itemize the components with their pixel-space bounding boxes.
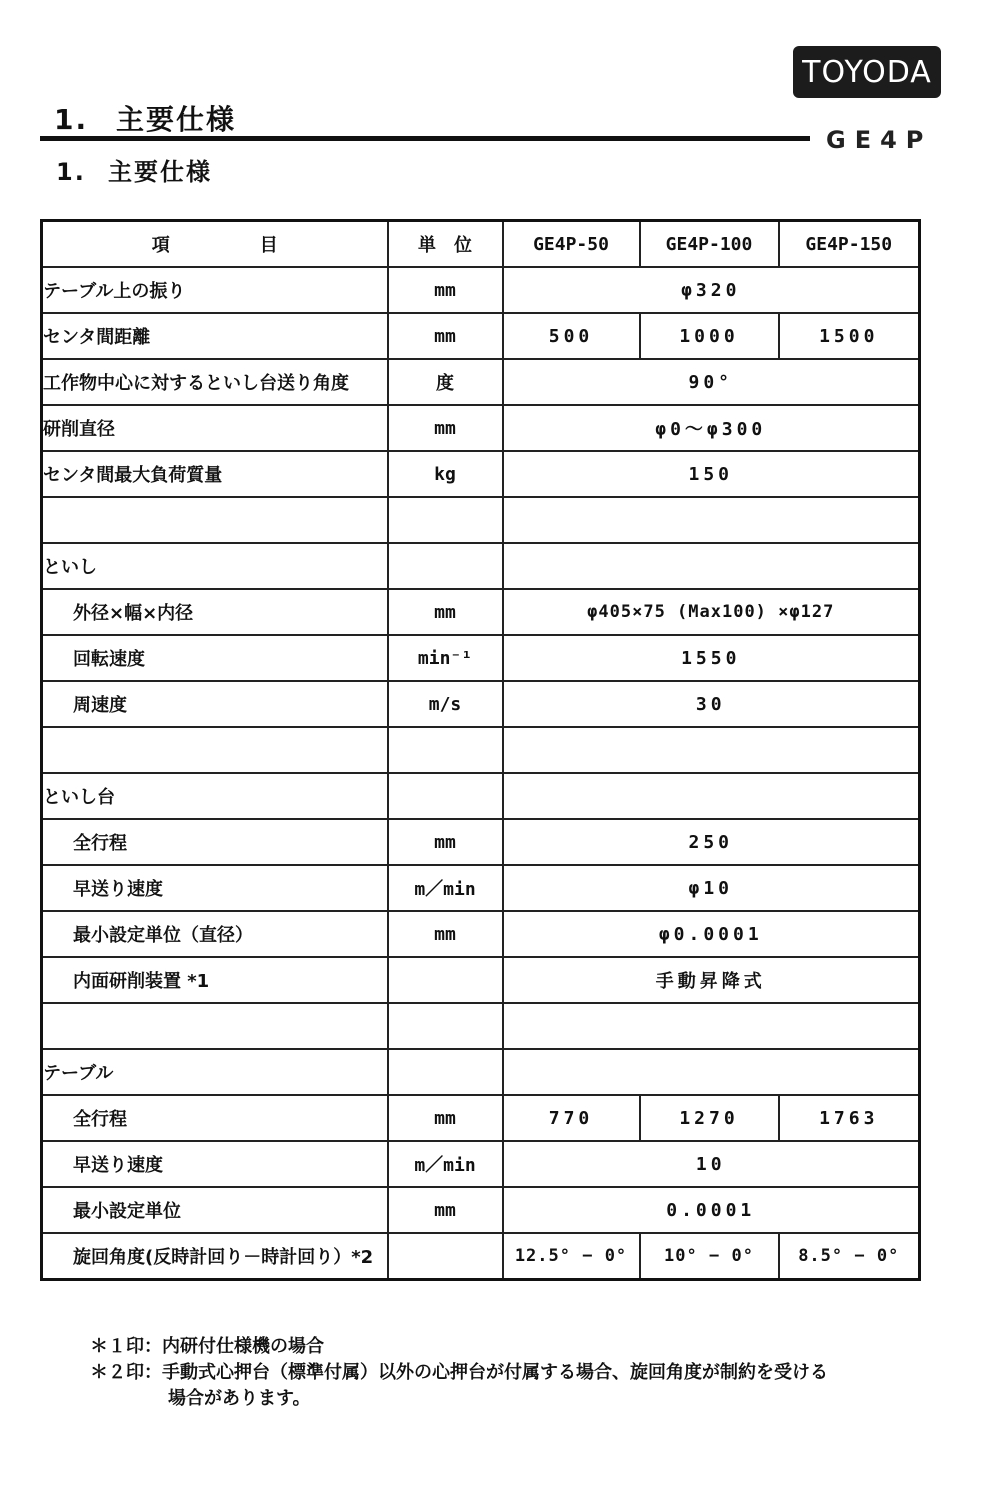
spec-unit-cell <box>388 727 503 773</box>
spec-unit-cell: mm <box>388 1187 503 1233</box>
spec-unit-cell: mm <box>388 405 503 451</box>
subsection-heading <box>56 152 212 187</box>
spec-item-cell: センタ間距離 <box>42 313 388 359</box>
table-row <box>42 589 920 635</box>
spec-unit-cell: mm <box>388 819 503 865</box>
spec-unit-cell: mm <box>388 911 503 957</box>
spec-item-cell: 早送り速度 <box>42 865 388 911</box>
table-row <box>42 635 920 681</box>
spec-value-cell: φ405×75 (Max100) ×φ127 <box>503 589 920 635</box>
spec-item-cell: 旋回角度(反時計回り－時計回り）*2 <box>42 1233 388 1280</box>
table-row <box>42 267 920 313</box>
spec-item-cell: 全行程 <box>42 819 388 865</box>
spec-unit-cell <box>388 1003 503 1049</box>
table-row <box>42 727 920 773</box>
table-row <box>42 1187 920 1233</box>
spec-item-cell <box>42 1003 388 1049</box>
footnote-2: ＊２印：手動式心押台（標準付属）以外の心押台が付属する場合、旋回角度が制約を受ける <box>90 1362 828 1383</box>
table-row <box>42 451 920 497</box>
table-row <box>42 1049 920 1095</box>
spec-value-cell: 90° <box>503 359 920 405</box>
spec-item-cell: テーブル上の振り <box>42 267 388 313</box>
spec-value-cell: 250 <box>503 819 920 865</box>
table-row <box>42 497 920 543</box>
spec-value-cell: 8.5° − 0° <box>779 1233 920 1280</box>
spec-value-cell <box>503 497 920 543</box>
subsection-title: 主要仕様 <box>108 158 212 186</box>
spec-item-cell: 周速度 <box>42 681 388 727</box>
spec-value-cell: 10° − 0° <box>640 1233 779 1280</box>
spec-value-cell: φ0～φ300 <box>503 405 920 451</box>
heading-rule <box>40 136 810 141</box>
table-row <box>42 819 920 865</box>
table-row <box>42 313 920 359</box>
spec-value-cell <box>503 773 920 819</box>
spec-value-cell: 1550 <box>503 635 920 681</box>
spec-item-cell: 最小設定単位 <box>42 1187 388 1233</box>
header-model: GE4P-150 <box>779 221 920 268</box>
spec-item-cell: といし台 <box>42 773 388 819</box>
spec-value-cell <box>503 1049 920 1095</box>
spec-unit-cell: mm <box>388 313 503 359</box>
spec-item-cell: 工作物中心に対するといし台送り角度 <box>42 359 388 405</box>
spec-unit-cell <box>388 1233 503 1280</box>
footnote-1: ＊１印：内研付仕様機の場合 <box>90 1336 324 1357</box>
spec-item-cell <box>42 497 388 543</box>
table-row <box>42 1095 920 1141</box>
section-title: 主要仕様 <box>116 103 237 136</box>
spec-value-cell: φ320 <box>503 267 920 313</box>
table-row <box>42 543 920 589</box>
spec-value-cell: 30 <box>503 681 920 727</box>
spec-unit-cell <box>388 773 503 819</box>
subsection-number: 1. <box>56 158 86 186</box>
spec-unit-cell <box>388 497 503 543</box>
table-row <box>42 957 920 1003</box>
header-model: GE4P-50 <box>503 221 640 268</box>
spec-unit-cell: kg <box>388 451 503 497</box>
spec-item-cell: 外径×幅×内径 <box>42 589 388 635</box>
spec-unit-cell: m／min <box>388 1141 503 1187</box>
spec-value-cell: 手動昇降式 <box>503 957 920 1003</box>
table-row <box>42 1141 920 1187</box>
spec-value-cell: φ10 <box>503 865 920 911</box>
table-row <box>42 681 920 727</box>
footnotes <box>90 1334 828 1412</box>
table-row <box>42 359 920 405</box>
spec-table-body <box>42 267 920 1280</box>
spec-item-cell: 内面研削装置 *1 <box>42 957 388 1003</box>
spec-value-cell: 150 <box>503 451 920 497</box>
table-row <box>42 405 920 451</box>
header-item: 項 目 <box>42 221 388 268</box>
header-unit: 単 位 <box>388 221 503 268</box>
spec-item-cell: 回転速度 <box>42 635 388 681</box>
spec-item-cell: センタ間最大負荷質量 <box>42 451 388 497</box>
spec-value-cell: 1000 <box>640 313 779 359</box>
table-row <box>42 773 920 819</box>
spec-value-cell <box>503 543 920 589</box>
footnote-2-continued: 場合があります。 <box>168 1388 311 1409</box>
spec-item-cell <box>42 727 388 773</box>
spec-value-cell: 770 <box>503 1095 640 1141</box>
table-header-row <box>42 221 920 268</box>
spec-value-cell: 10 <box>503 1141 920 1187</box>
spec-unit-cell: min⁻¹ <box>388 635 503 681</box>
spec-value-cell: 1500 <box>779 313 920 359</box>
spec-value-cell: 1270 <box>640 1095 779 1141</box>
spec-unit-cell <box>388 957 503 1003</box>
spec-value-cell: φ0.0001 <box>503 911 920 957</box>
toyoda-logo: TOYODA <box>793 46 941 98</box>
table-row <box>42 1233 920 1280</box>
spec-unit-cell: m／min <box>388 865 503 911</box>
spec-item-cell: 研削直径 <box>42 405 388 451</box>
table-row <box>42 865 920 911</box>
spec-item-cell: 最小設定単位（直径） <box>42 911 388 957</box>
header-model: GE4P-100 <box>640 221 779 268</box>
spec-value-cell: 1763 <box>779 1095 920 1141</box>
spec-item-cell: といし <box>42 543 388 589</box>
spec-table <box>40 219 921 1281</box>
spec-unit-cell: mm <box>388 267 503 313</box>
spec-value-cell: 500 <box>503 313 640 359</box>
spec-unit-cell: 度 <box>388 359 503 405</box>
section-number: 1. <box>54 103 89 136</box>
section-heading <box>54 98 236 138</box>
table-row <box>42 1003 920 1049</box>
spec-unit-cell <box>388 1049 503 1095</box>
spec-value-cell: 0.0001 <box>503 1187 920 1233</box>
spec-unit-cell <box>388 543 503 589</box>
spec-unit-cell: mm <box>388 1095 503 1141</box>
spec-value-cell <box>503 727 920 773</box>
spec-value-cell: 12.5° − 0° <box>503 1233 640 1280</box>
model-label: GE4P <box>826 126 933 154</box>
spec-item-cell: テーブル <box>42 1049 388 1095</box>
spec-item-cell: 早送り速度 <box>42 1141 388 1187</box>
spec-value-cell <box>503 1003 920 1049</box>
spec-unit-cell: mm <box>388 589 503 635</box>
spec-item-cell: 全行程 <box>42 1095 388 1141</box>
table-row <box>42 911 920 957</box>
spec-unit-cell: m/s <box>388 681 503 727</box>
